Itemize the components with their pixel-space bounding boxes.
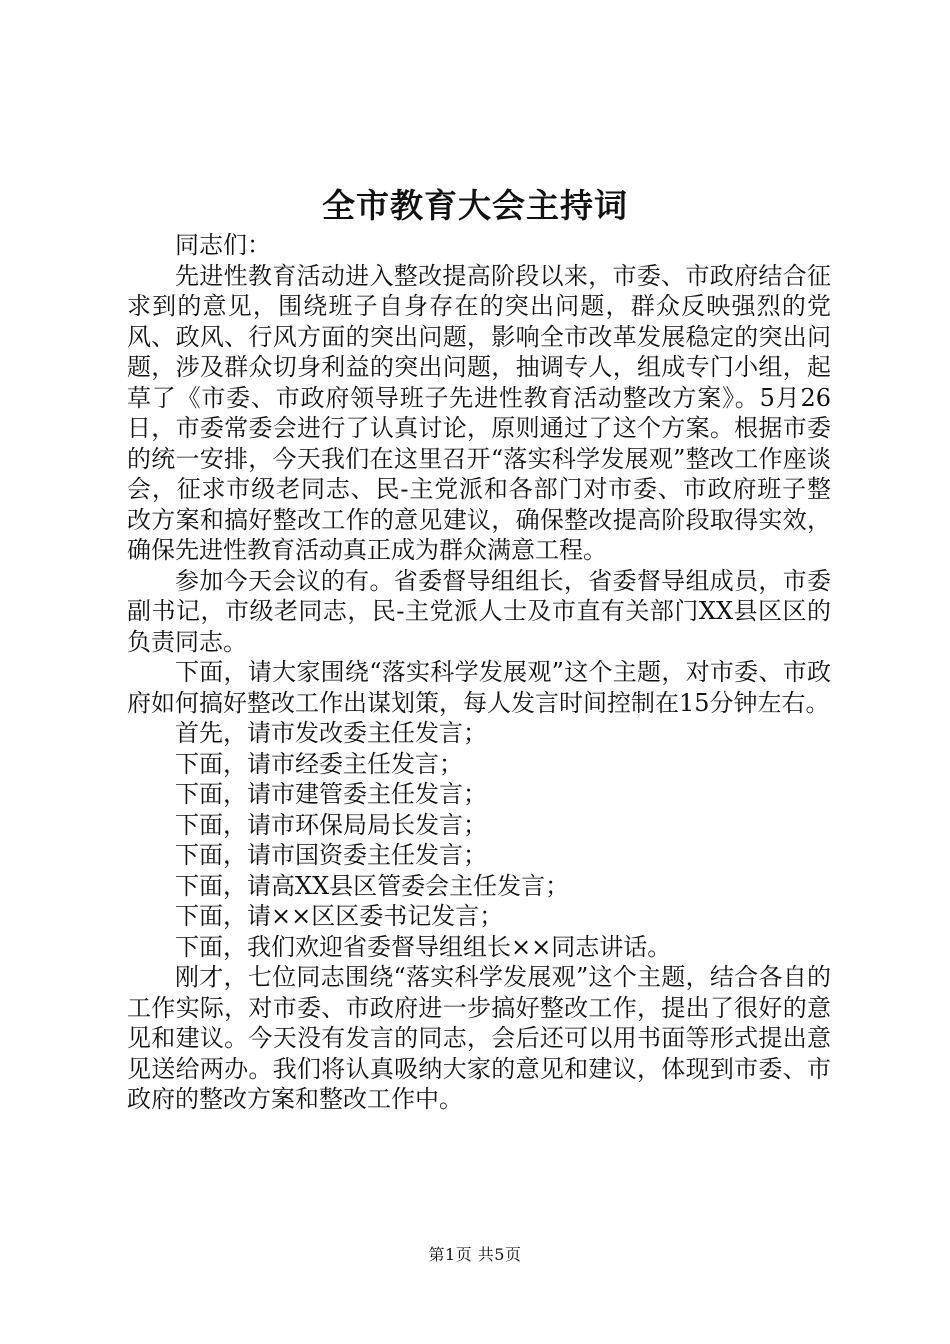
speaker-line: 首先，请市发改委主任发言； [175,719,487,747]
paragraph-closing: 刚才，七位同志围绕“落实科学发展观”这个主题，结合各自的工作实际，对市委、市政府进一步搞好整改工作，提出了很好的意见和建议。今天没有发言的同志，会后还可以用书面等形式提出意见送给两办。我们将认真吸纳大家的意见和建议，体现到市委、市政府的整改方案和整改工作中。 [127,963,831,1113]
speaker-line: 下面，请高XX县区管委会主任发言； [175,871,570,900]
speaker-line: 下面，请市经委主任发言； [175,749,463,778]
greeting: 同志们： [175,231,271,259]
speaker-line: 下面，请市建管委主任发言； [175,780,487,808]
paragraph-instructions: 下面，请大家围绕“落实科学发展观”这个主题，对市委、市政府如何搞好整改工作出谋划策，每人发言时间控制在15分钟左右。 [127,658,831,717]
paragraph-attendees: 参加今天会议的有。省委督导组组长，省委督导组成员，市委副书记，市级老同志，民-主党派人士及市直有关部门XX县区区的负责同志。 [127,566,831,656]
page-number-footer: 第1页 共5页 [428,1245,522,1264]
speaker-line: 下面，请市环保局局长发言； [175,810,487,839]
document-body [127,230,831,1115]
speaker-line: 下面，请市国资委主任发言； [175,841,487,869]
speaker-line: 下面，我们欢迎省委督导组组长××同志讲话。 [175,932,672,961]
document-title: 全市教育大会主持词 [322,186,628,225]
speaker-line: 下面，请××区区委书记发言； [175,902,504,930]
paragraph-intro: 先进性教育活动进入整改提高阶段以来，市委、市政府结合征求到的意见，围绕班子自身存在的突出问题，群众反映强烈的党风、政风、行风方面的突出问题，影响全市改革发展稳定的突出问题，涉及群众切身利益的突出问题，抽调专人，组成专门小组，起草了《市委、市政府领导班子先进性教育活动整改方案》。5月26日，市委常委会进行了认真讨论，原则通过了这个方案。根据市委的统一安排，今天我们在这里召开“落实科学发展观”整改工作座谈会，征求市级老同志、民-主党派和各部门对市委、市政府班子整改方案和搞好整改工作的意见建议，确保整改提高阶段取得实效，确保先进性教育活动真正成为群众满意工程。 [127,261,831,564]
